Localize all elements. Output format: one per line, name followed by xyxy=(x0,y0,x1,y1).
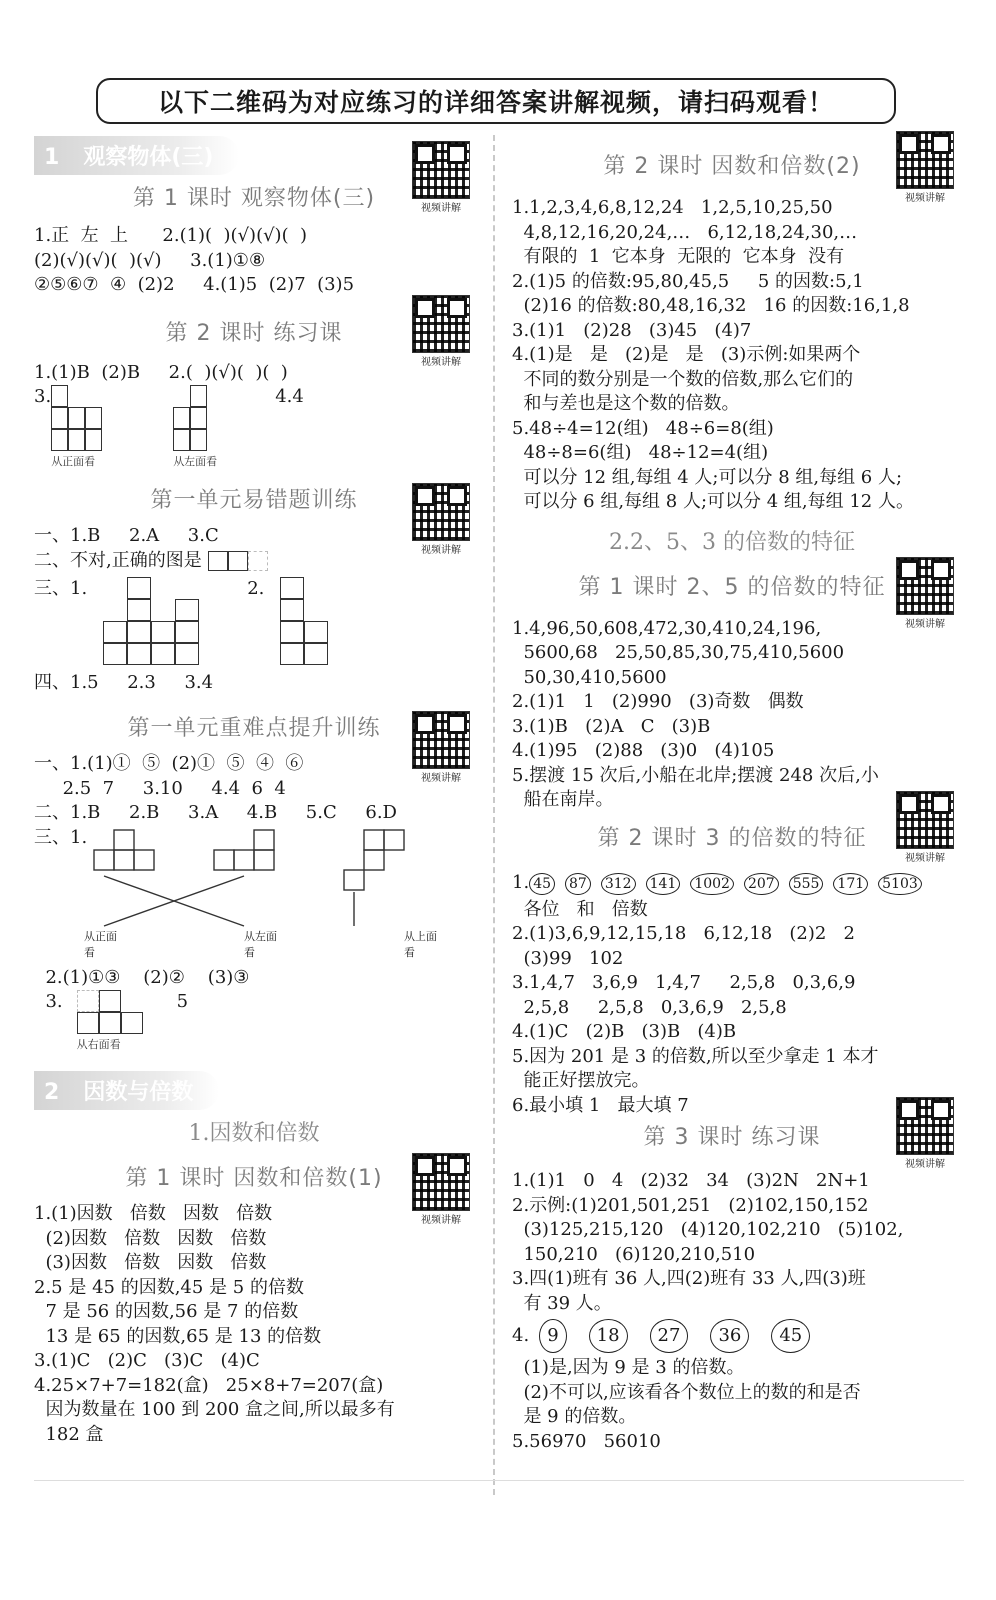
unit-number: 1 xyxy=(44,144,60,170)
circled-numbers-row xyxy=(512,1316,952,1356)
answer-label: 三、1. xyxy=(34,826,88,848)
answer-label: 1. xyxy=(512,872,530,894)
answer-line: 4.(1)C (2)B (3)B (4)B xyxy=(512,1021,737,1042)
answer-line: 1.(1)因数 倍数 因数 倍数 xyxy=(34,1203,273,1224)
answer-line: 50,30,410,5600 xyxy=(512,666,667,688)
answer-line: 2.示例:(1)201,501,251 (2)102,150,152 xyxy=(512,1194,869,1216)
answer-line: 四、1.5 2.3 3.4 xyxy=(34,671,214,693)
qr-code-icon[interactable]: 视频讲解 xyxy=(896,791,954,861)
answer-line: 能正好摆放完。 xyxy=(512,1070,650,1091)
answer-line: 1.4,96,50,608,472,30,410,24,196, xyxy=(512,617,822,639)
answer-line: 二、不对,正确的图是 xyxy=(34,549,202,571)
answer-line: 2.(1)①③ (2)② (3)③ xyxy=(34,966,250,988)
view-caption: 从上面看 xyxy=(404,929,437,959)
answer-line: 2,5,8 2,5,8 0,3,6,9 2,5,8 xyxy=(512,996,787,1018)
qr-code-icon[interactable]: 视频讲解 xyxy=(412,141,470,211)
qr-code-icon[interactable]: 视频讲解 xyxy=(412,711,470,781)
right-column xyxy=(512,135,952,1505)
lesson-title: 第 2 课时 3 的倍数的特征 xyxy=(597,825,867,851)
figure-right-view: 从右面看 xyxy=(77,990,143,1052)
answer-line: (3)因数 倍数 因数 倍数 xyxy=(34,1252,267,1273)
answer-line: 5.摆渡 15 次后,小船在北岸;摆渡 248 次后,小 xyxy=(512,764,879,786)
answer-line: 2.(1)5 的倍数:95,80,45,5 5 的因数:5,1 xyxy=(512,270,864,292)
qr-code-icon[interactable]: 视频讲解 xyxy=(896,1097,954,1167)
answer-line: 6.最小填 1 最大填 7 xyxy=(512,1094,689,1116)
circled-number: 36 xyxy=(710,1319,749,1353)
answer-label: 3. xyxy=(34,991,63,1012)
answer-line: 有限的 1 它本身 无限的 它本身 没有 xyxy=(512,246,845,267)
answer-label: 2. xyxy=(247,577,265,599)
circled-number: 27 xyxy=(650,1319,689,1353)
qr-code-icon[interactable]: 视频讲解 xyxy=(412,295,470,365)
answer-line: 5.48÷4=12(组) 48÷6=8(组) xyxy=(512,417,774,439)
answer-line: 因为数量在 100 到 200 盒之间,所以最多有 xyxy=(34,1399,395,1420)
answer-line: 1.(1)1 0 4 (2)32 34 (3)2N 2N+1 xyxy=(512,1170,870,1191)
circled-number: 171 xyxy=(833,873,868,895)
answer-line: 182 盒 xyxy=(34,1423,104,1445)
answer-line: 4.(1)95 (2)88 (3)0 (4)105 xyxy=(512,740,775,761)
circled-number: 5103 xyxy=(878,873,922,895)
figure-front-view: 从正面看 xyxy=(51,385,103,469)
circled-number: 18 xyxy=(589,1319,628,1353)
circled-number: 1002 xyxy=(690,873,734,895)
answer-line: (1)是,因为 9 是 3 的倍数。 xyxy=(512,1357,745,1378)
answer-line: 各位 和 倍数 xyxy=(512,898,648,920)
answer-line: 5.56970 56010 xyxy=(512,1430,661,1452)
left-column xyxy=(34,135,474,1505)
lesson-title: 第 1 课时 因数和倍数(1) xyxy=(125,1166,383,1191)
unit-1-header xyxy=(34,135,474,175)
circled-number: 87 xyxy=(565,873,591,895)
answer-line: (3)125,215,120 (4)120,102,210 (5)102, xyxy=(512,1219,904,1240)
circled-number: 555 xyxy=(789,873,824,895)
answer-line: 是 9 的倍数。 xyxy=(512,1406,637,1427)
answer-line: 有 39 人。 xyxy=(512,1292,612,1314)
answer-line: (2)不可以,应该看各个数位上的数的和是否 xyxy=(512,1381,861,1403)
answer-line: 5.因为 201 是 3 的倍数,所以至少拿走 1 本才 xyxy=(512,1045,879,1067)
answer-line: 2.(1)3,6,9,12,15,18 6,12,18 (2)2 2 xyxy=(512,923,855,944)
circled-number: 312 xyxy=(601,873,636,895)
answer-line: 2.(1)1 1 (2)990 (3)奇数 偶数 xyxy=(512,691,804,712)
view-caption: 从左面看 xyxy=(244,929,277,959)
figure-left-view: 从左面看 xyxy=(173,385,225,469)
answer-line: (3)99 102 xyxy=(512,947,624,969)
answer-line: 5 xyxy=(176,991,189,1012)
circled-number: 207 xyxy=(744,873,779,895)
answer-line: 二、1.B 2.B 3.A 4.B 5.C 6.D xyxy=(34,802,397,823)
answer-label: 三、1. xyxy=(34,577,88,599)
unit-title: 观察物体(三) xyxy=(83,144,214,170)
answer-line: 3.(1)B (2)A C (3)B xyxy=(512,715,711,737)
answer-line: 150,210 (6)120,210,510 xyxy=(512,1243,756,1265)
figure-correct-view xyxy=(208,549,268,573)
circled-number: 141 xyxy=(646,873,681,895)
answer-line: (2)(√)(√)( )(√) 3.(1)①⑧ xyxy=(34,249,266,271)
lesson-title: 第 1 课时 观察物体(三) xyxy=(132,186,376,211)
answer-label: 3. xyxy=(34,386,52,407)
answer-line: 3.1,4,7 3,6,9 1,4,7 2,5,8 0,3,6,9 xyxy=(512,972,856,993)
unit-title: 因数与倍数 xyxy=(83,1079,194,1105)
answer-line: 船在南岸。 xyxy=(512,789,614,810)
figure-answer-2 xyxy=(274,577,334,665)
answer-line: (2)16 的倍数:80,48,16,32 16 的因数:16,1,8 xyxy=(512,295,910,316)
answer-line: 3.(1)1 (2)28 (3)45 (4)7 xyxy=(512,319,752,341)
answer-line: 7 是 56 的因数,56 是 7 的倍数 xyxy=(34,1301,299,1322)
lesson-title: 第 2 课时 因数和倍数(2) xyxy=(603,154,861,179)
answer-line: 不同的数分别是一个数的倍数,那么它们的 xyxy=(512,368,854,390)
answer-line: 和与差也是这个数的倍数。 xyxy=(512,393,740,414)
answer-line: (2)因数 倍数 因数 倍数 xyxy=(34,1227,267,1249)
circled-numbers-row xyxy=(512,870,952,898)
answer-line: 4,8,12,16,20,24,… 6,12,18,24,30,… xyxy=(512,221,858,243)
instruction-banner: 以下二维码为对应练习的详细答案讲解视频，请扫码观看！ xyxy=(96,78,896,124)
answer-line: 可以分 12 组,每组 4 人;可以分 8 组,每组 6 人; xyxy=(512,466,903,488)
circled-number: 45 xyxy=(771,1319,810,1353)
circled-number: 9 xyxy=(539,1319,566,1353)
qr-code-icon[interactable]: 视频讲解 xyxy=(896,557,954,627)
answer-line: 48÷8=6(组) 48÷12=4(组) xyxy=(512,442,769,463)
answer-line: 可以分 6 组,每组 8 人;可以分 4 组,每组 12 人。 xyxy=(512,491,914,512)
circled-number: 45 xyxy=(529,873,555,895)
lesson-title: 第 2 课时 练习课 xyxy=(165,320,343,346)
footer-rule xyxy=(34,1480,964,1481)
qr-code-icon[interactable]: 视频讲解 xyxy=(412,483,470,553)
lesson-title: 第 1 课时 2、5 的倍数的特征 xyxy=(578,574,886,600)
view-caption: 从正面看 xyxy=(84,929,117,959)
answer-line: 13 是 65 的因数,65 是 13 的倍数 xyxy=(34,1325,322,1347)
figure-answer-1 xyxy=(97,577,217,665)
qr-code-icon[interactable]: 视频讲解 xyxy=(896,131,954,201)
answer-line: 一、1.B 2.A 3.C xyxy=(34,525,219,546)
answer-line: ②⑤⑥⑦ ④ (2)2 4.(1)5 (2)7 (3)5 xyxy=(34,274,355,295)
section-title: 第一单元重难点提升训练 xyxy=(127,716,381,741)
answer-line: 4.25×7+7=182(盒) 25×8+7=207(盒) xyxy=(34,1374,384,1396)
answer-line: 5600,68 25,50,85,30,75,410,5600 xyxy=(512,642,845,663)
qr-code-icon[interactable]: 视频讲解 xyxy=(412,1153,470,1223)
matching-figure xyxy=(34,826,464,938)
subsection-title: 2.2、5、3 的倍数的特征 xyxy=(609,529,855,555)
answer-line: 1.正 左 上 2.(1)( )(√)(√)( ) xyxy=(34,225,308,246)
answer-line: 3.(1)C (2)C (3)C (4)C xyxy=(34,1350,260,1371)
answer-line: 一、1.(1)① ⑤ (2)① ⑤ ④ ⑥ xyxy=(34,753,304,774)
unit-2-header xyxy=(34,1070,474,1110)
lesson-title: 第 3 课时 练习课 xyxy=(643,1125,821,1150)
answer-line: 1.1,2,3,4,6,8,12,24 1,2,5,10,25,50 xyxy=(512,197,833,218)
answer-line: 2.5 7 3.10 4.4 6 4 xyxy=(34,777,286,799)
unit-number: 2 xyxy=(44,1079,60,1105)
answer-line: 4.(1)是 是 (2)是 是 (3)示例:如果两个 xyxy=(512,344,861,365)
section-title: 第一单元易错题训练 xyxy=(150,488,358,513)
answer-line: 4.4 xyxy=(275,386,304,407)
answer-line: 3.四(1)班有 36 人,四(2)班有 33 人,四(3)班 xyxy=(512,1268,866,1289)
subsection-title: 1.因数和倍数 xyxy=(188,1121,320,1146)
answer-line: 1.(1)B (2)B 2.( )(√)( )( ) xyxy=(34,361,288,383)
answer-line: 2.5 是 45 的因数,45 是 5 的倍数 xyxy=(34,1276,304,1298)
column-divider xyxy=(493,135,495,1495)
answer-label: 4. xyxy=(512,1324,530,1346)
